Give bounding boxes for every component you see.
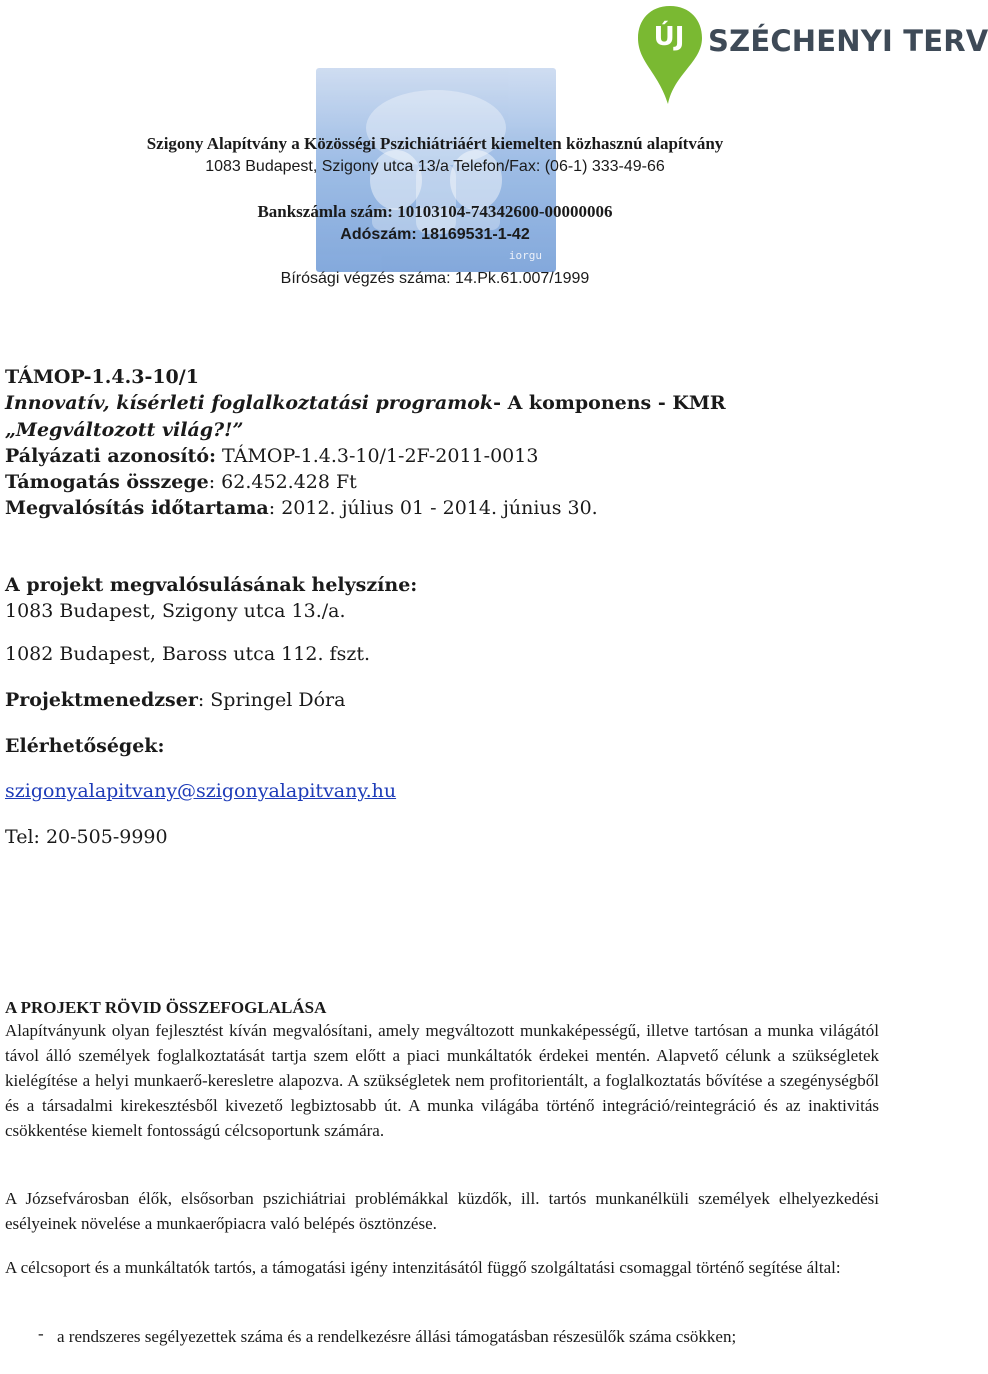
bank-account: Bankszámla szám: 10103104-74342600-00000006 (257, 202, 613, 221)
amount-label: Támogatás összege (5, 471, 209, 493)
program-name: Innovatív, kísérleti foglalkoztatási programok (5, 392, 494, 414)
project-id-label: Pályázati azonosító: (5, 445, 217, 467)
org-name: Szigony Alapítvány a Közösségi Pszichiátriáért kiemelten közhasznú alapítvány (146, 134, 724, 153)
summary-paragraph: A célcsoport és a munkáltatók tartós, a támogatási igény intenzitásától függő szolgáltatási csomaggal történő segítése által: (5, 1258, 841, 1277)
program-line (5, 392, 726, 415)
project-code: TÁMOP-1.4.3-10/1 (5, 366, 199, 388)
summary-title: A PROJEKT RÖVID ÖSSZEFOGLALÁSA (5, 998, 327, 1017)
project-id-value: TÁMOP-1.4.3-10/1-2F-2011-0013 (216, 445, 539, 467)
summary-paragraph: Alapítványunk olyan fejlesztést kíván megvalósítani, amely megváltozott munkaképességű, illetve tartósan a munka világától távol álló személyek foglalkoztatását tartja szem előtt a piaci munkáltatók érdekei mentén. Alapvető célunk a szükségletek kielégítése a helyi munkaerő-keresletre alapozva. A szükségletek nem profitorientált, a foglalkoztatás bővítése a szegénységből és a társadalmi kirekesztésből kivezető legbiztosabb út. A munka világába történő integráció/reintegráció és az inaktivitás csökkentése kiemelt fontosságú célcsoportunk számára. (5, 1021, 879, 1140)
tax-id: Adószám: 18169531-1-42 (340, 226, 530, 243)
logo-uj-text: ÚJ (653, 22, 685, 52)
manager-line (5, 689, 345, 712)
contacts-label: Elérhetőségek: (5, 735, 165, 757)
duration-line (5, 497, 598, 520)
court-order: Bírósági végzés száma: 14.Pk.61.007/1999 (280, 270, 590, 287)
phone-number: Tel: 20-505-9990 (5, 826, 168, 848)
location-2: 1082 Budapest, Baross utca 112. fszt. (5, 643, 370, 665)
org-address: 1083 Budapest, Szigony utca 13/a Telefon/Fax: (06-1) 333-49-66 (205, 158, 665, 175)
location-1: 1083 Budapest, Szigony utca 13./a. (5, 600, 346, 622)
watermark-text: iorgu (508, 249, 542, 262)
duration-value: : 2012. július 01 - 2014. június 30. (268, 497, 598, 519)
email-link[interactable]: szigonyalapitvany@szigonyalapitvany.hu (5, 780, 397, 802)
location-label: A projekt megvalósulásának helyszíne: (5, 574, 418, 596)
duration-label: Megvalósítás időtartama (5, 497, 269, 519)
bullet-item: a rendszeres segélyezettek száma és a rendelkezésre állási támogatásban részesülők száma csökken; (57, 1327, 737, 1346)
logo-wordmark: SZÉCHENYI TERV (708, 24, 988, 58)
bullet-dash: - (38, 1324, 44, 1343)
project-title: „Megváltozott világ?!” (5, 419, 244, 441)
summary-paragraph: A Józsefvárosban élők, elsősorban pszichiátriai problémákkal küzdők, ill. tartós munkanélküli személyek elhelyezkedési esélyeinek növelése a munkaerőpiacra való belépés ösztönzése. (5, 1189, 879, 1233)
manager-label: Projektmenedzser (5, 689, 198, 711)
program-component: - A komponens - KMR (493, 392, 726, 414)
amount-line (5, 471, 357, 494)
project-id-line (5, 445, 538, 468)
manager-name: : Springel Dóra (197, 689, 346, 711)
amount-value: : 62.452.428 Ft (208, 471, 357, 493)
